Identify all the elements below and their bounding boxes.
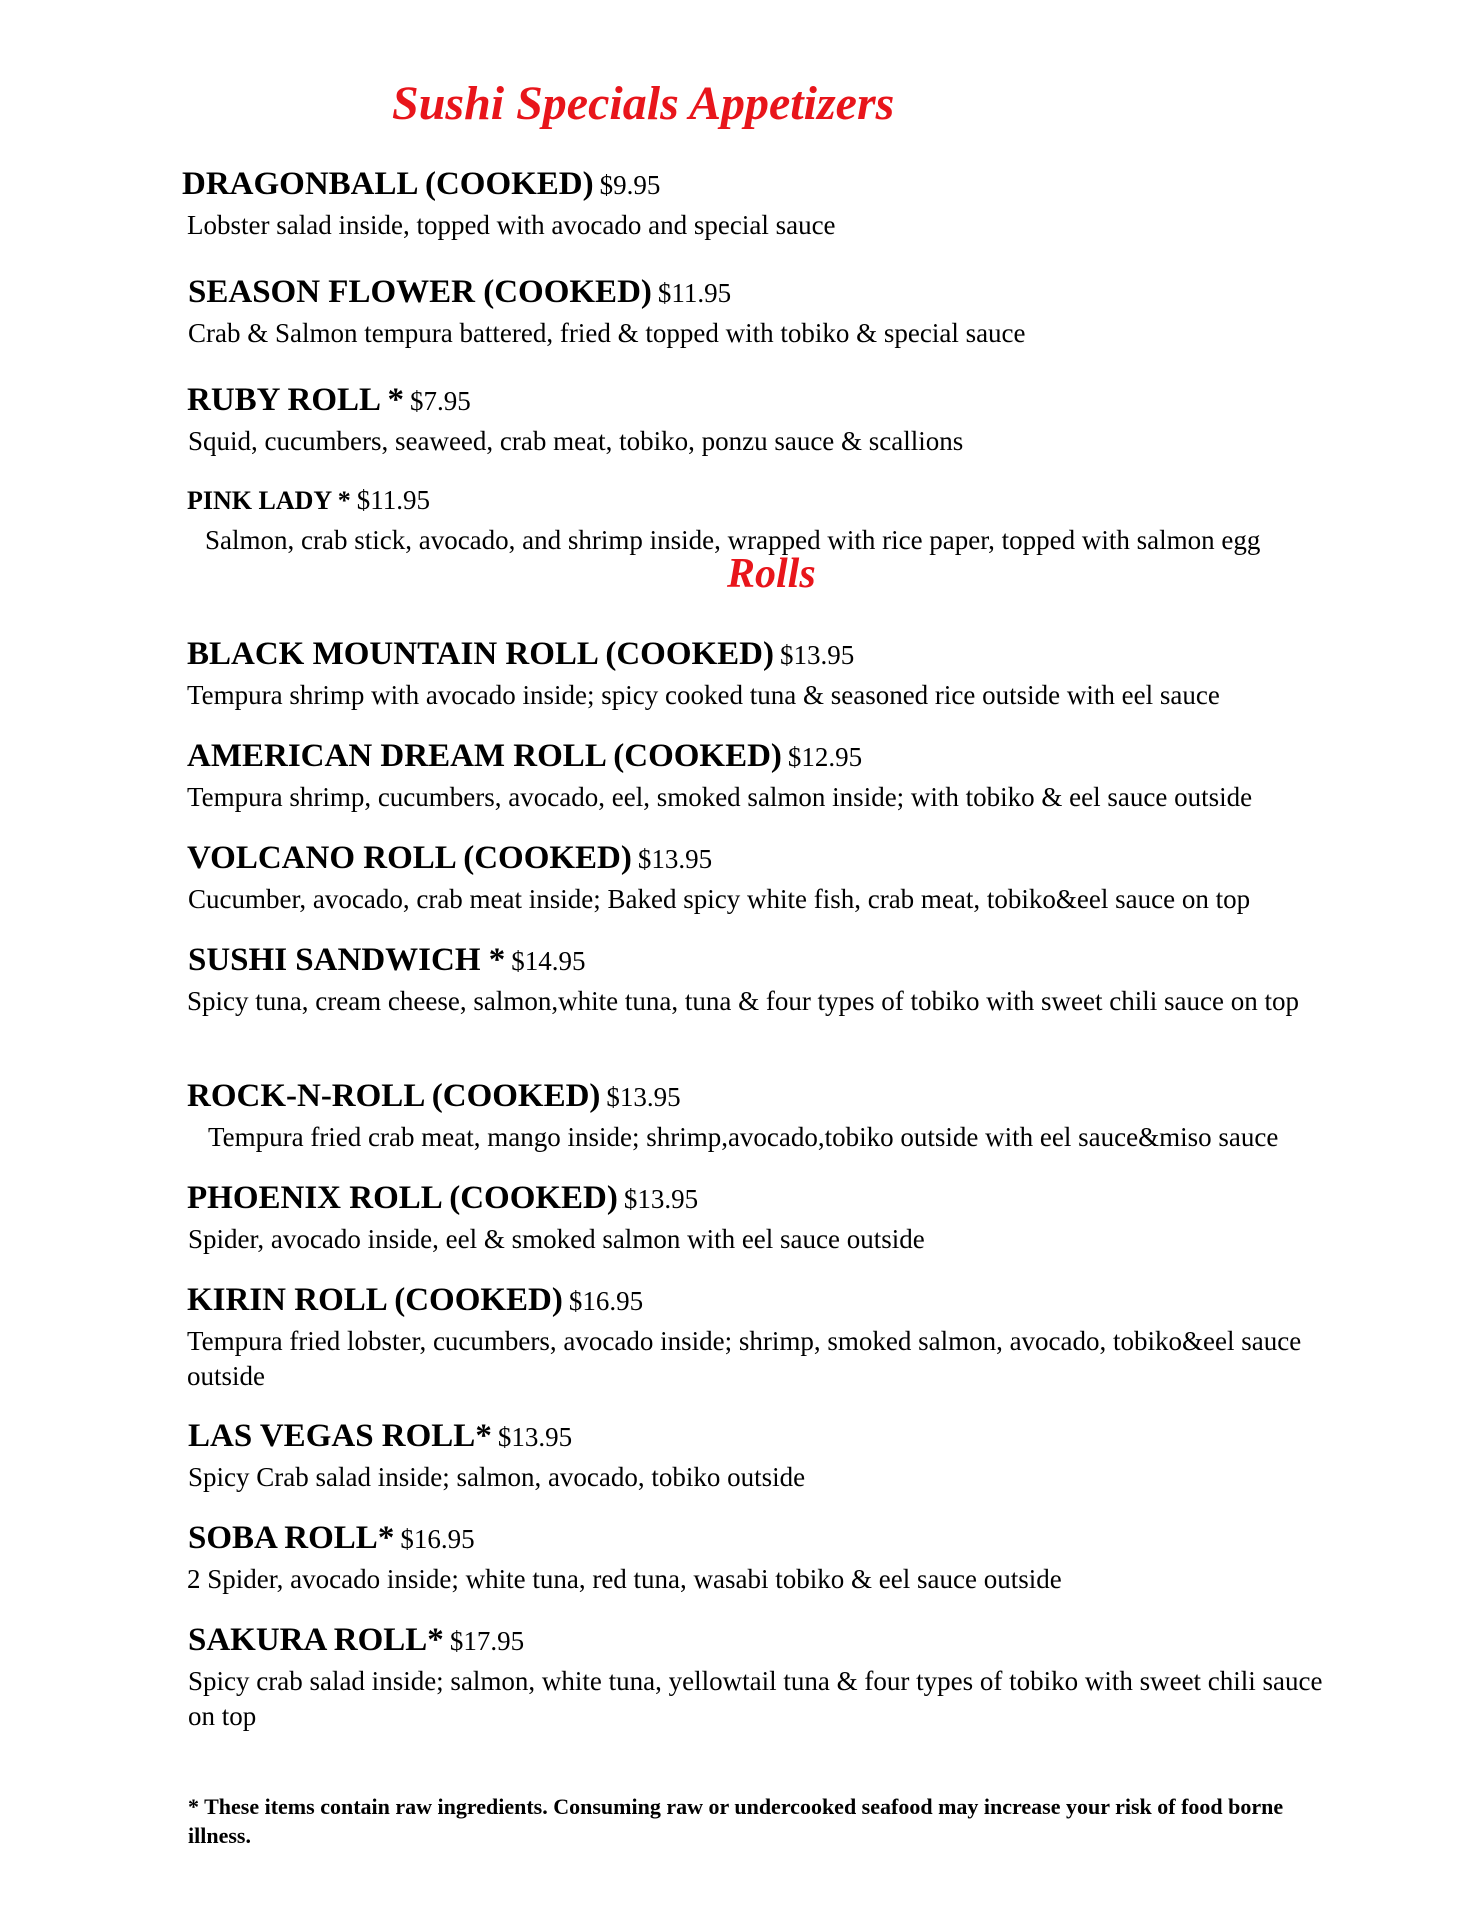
menu-item-sushi-sandwich bbox=[0, 942, 1340, 1019]
item-name: BLACK MOUNTAIN ROLL (COOKED) bbox=[187, 636, 775, 672]
item-price: $13.95 bbox=[623, 1184, 699, 1214]
item-name: SUSHI SANDWICH * bbox=[188, 942, 506, 978]
item-name: SAKURA ROLL* bbox=[188, 1622, 444, 1658]
item-title-line bbox=[0, 1180, 1340, 1222]
menu-item-pink-lady bbox=[0, 482, 1340, 558]
item-title-line bbox=[0, 840, 1340, 882]
appetizers-heading: Sushi Specials Appetizers bbox=[392, 77, 895, 130]
item-title-line bbox=[0, 738, 1340, 780]
item-description: Spicy tuna, cream cheese, salmon,white tuna, tuna & four types of tobiko with sweet chili sauce on top bbox=[187, 986, 1299, 1016]
item-description: Spider, avocado inside, eel & smoked salmon with eel sauce outside bbox=[188, 1224, 925, 1254]
item-price: $11.95 bbox=[657, 278, 732, 308]
rolls-heading: Rolls bbox=[727, 551, 816, 597]
item-description: Tempura fried lobster, cucumbers, avocado inside; shrimp, smoked salmon, avocado, tobiko&eel sauce outside bbox=[187, 1326, 1302, 1391]
item-name: ROCK-N-ROLL (COOKED) bbox=[187, 1078, 601, 1114]
item-title-line bbox=[0, 1282, 1340, 1324]
item-price: $13.95 bbox=[606, 1082, 681, 1112]
item-title-line bbox=[0, 1418, 1340, 1460]
item-price: $13.95 bbox=[780, 640, 855, 670]
item-price: $14.95 bbox=[511, 946, 586, 976]
menu-item-phoenix-roll bbox=[0, 1180, 1340, 1257]
item-price: $17.95 bbox=[449, 1626, 525, 1656]
item-price: $9.95 bbox=[599, 170, 661, 200]
menu-item-rock-n-roll bbox=[0, 1078, 1340, 1155]
item-price: $16.95 bbox=[400, 1524, 475, 1554]
raw-ingredients-disclaimer: * These items contain raw ingredients. Consuming raw or undercooked seafood may increase your risk of food borne illness. bbox=[188, 1794, 1284, 1848]
item-name: PHOENIX ROLL (COOKED) bbox=[187, 1180, 618, 1216]
item-name: VOLCANO ROLL (COOKED) bbox=[187, 840, 632, 876]
item-name: SOBA ROLL* bbox=[188, 1520, 395, 1556]
item-title-line bbox=[0, 1078, 1340, 1120]
item-name: KIRIN ROLL (COOKED) bbox=[187, 1282, 563, 1318]
menu-item-ruby-roll bbox=[0, 382, 1340, 459]
menu-item-soba-roll bbox=[0, 1520, 1340, 1597]
item-price: $12.95 bbox=[787, 742, 863, 772]
menu-item-season-flower bbox=[0, 274, 1340, 351]
item-description: Crab & Salmon tempura battered, fried & topped with tobiko & special sauce bbox=[188, 318, 1026, 348]
item-name: AMERICAN DREAM ROLL (COOKED) bbox=[187, 738, 782, 774]
item-name: PINK LADY * bbox=[187, 486, 351, 515]
item-title-line bbox=[0, 166, 1340, 208]
item-title-line bbox=[0, 1520, 1340, 1562]
menu-item-black-mountain-roll bbox=[0, 636, 1340, 713]
item-price: $13.95 bbox=[497, 1422, 573, 1452]
item-description: Tempura shrimp with avocado inside; spicy cooked tuna & seasoned rice outside with eel sauce bbox=[187, 680, 1220, 710]
item-price: $11.95 bbox=[356, 485, 430, 515]
item-name: RUBY ROLL * bbox=[187, 382, 404, 418]
menu-item-sakura-roll bbox=[0, 1622, 1340, 1734]
item-title-line bbox=[0, 636, 1340, 678]
menu-item-las-vegas-roll bbox=[0, 1418, 1340, 1495]
item-description: Squid, cucumbers, seaweed, crab meat, tobiko, ponzu sauce & scallions bbox=[188, 426, 964, 456]
item-price: $16.95 bbox=[568, 1286, 644, 1316]
item-description: Spicy crab salad inside; salmon, white tuna, yellowtail tuna & four types of tobiko with sweet chili sauce on top bbox=[188, 1666, 1323, 1731]
item-description: Cucumber, avocado, crab meat inside; Baked spicy white fish, crab meat, tobiko&eel sauce on top bbox=[188, 884, 1251, 914]
item-price: $7.95 bbox=[409, 386, 471, 416]
item-title-line bbox=[0, 1622, 1340, 1664]
item-price: $13.95 bbox=[637, 844, 713, 874]
menu-item-dragonball bbox=[0, 166, 1340, 243]
item-title-line bbox=[0, 942, 1340, 984]
item-title-line bbox=[0, 274, 1340, 316]
item-name: LAS VEGAS ROLL* bbox=[188, 1418, 492, 1454]
item-title-line bbox=[0, 482, 1340, 523]
item-description: Tempura fried crab meat, mango inside; shrimp,avocado,tobiko outside with eel sauce&miso sauce bbox=[208, 1122, 1279, 1152]
item-description: 2 Spider, avocado inside; white tuna, red tuna, wasabi tobiko & eel sauce outside bbox=[187, 1564, 1062, 1594]
item-name: SEASON FLOWER (COOKED) bbox=[188, 274, 652, 310]
menu-item-kirin-roll bbox=[0, 1282, 1340, 1394]
item-description: Lobster salad inside, topped with avocado and special sauce bbox=[187, 210, 836, 240]
menu-item-volcano-roll bbox=[0, 840, 1340, 917]
item-description: Tempura shrimp, cucumbers, avocado, eel, smoked salmon inside; with tobiko & eel sauce outside bbox=[187, 782, 1253, 812]
item-description: Salmon, crab stick, avocado, and shrimp inside, wrapped with rice paper, topped with salmon egg bbox=[205, 525, 1261, 555]
item-title-line bbox=[0, 382, 1340, 424]
item-name: DRAGONBALL (COOKED) bbox=[182, 166, 594, 202]
item-description: Spicy Crab salad inside; salmon, avocado, tobiko outside bbox=[188, 1462, 806, 1492]
menu-item-american-dream-roll bbox=[0, 738, 1340, 815]
